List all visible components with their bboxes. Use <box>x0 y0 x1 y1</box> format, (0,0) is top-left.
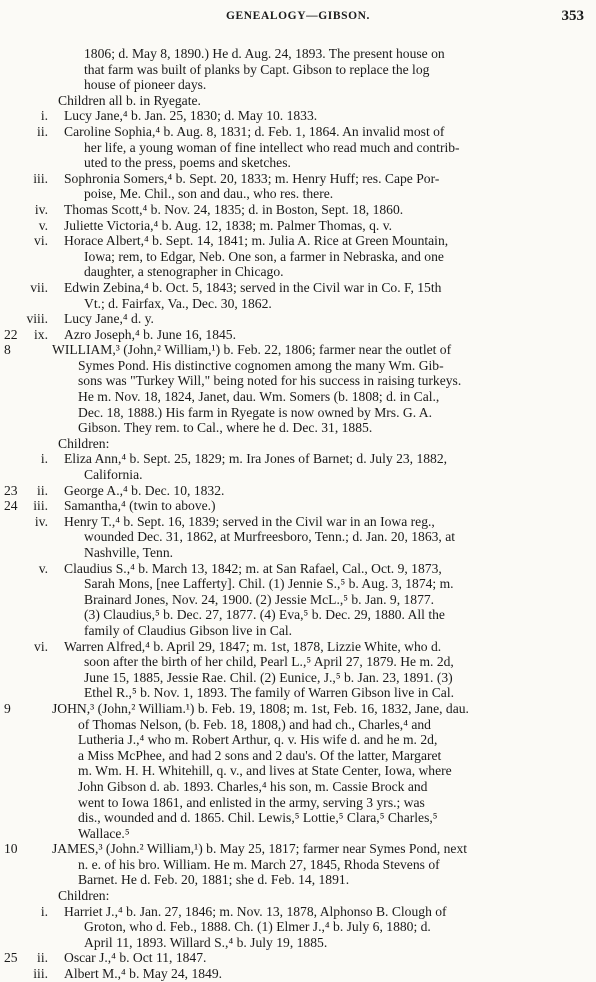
line-text: sons was "Turkey Will," being noted for his success in raising turkeys. <box>78 373 462 389</box>
text-line <box>0 202 596 218</box>
reference-number: 25 <box>4 950 18 966</box>
line-text: her life, a young woman of fine intellect who read much and contrib- <box>84 139 460 155</box>
line-text: Iowa; rem, to Edgar, Neb. One son, a farmer in Nebraska, and one <box>84 248 444 264</box>
text-line <box>0 498 596 514</box>
text-line <box>0 327 596 343</box>
text-line <box>0 935 596 951</box>
text-line <box>0 405 596 421</box>
line-text: Thomas Scott,⁴ b. Nov. 24, 1835; d. in Boston, Sept. 18, 1860. <box>64 201 404 217</box>
text-line <box>0 872 596 888</box>
text-line <box>0 623 596 639</box>
text-line <box>0 46 596 62</box>
line-text: Wallace.⁵ <box>78 825 130 841</box>
line-text: Oscar J.,⁴ b. Oct 11, 1847. <box>64 950 207 966</box>
text-line <box>0 576 596 592</box>
reference-number: 23 <box>4 482 18 498</box>
line-text: Sophronia Somers,⁴ b. Sept. 20, 1833; m. Henry Huff; res. Cape Por- <box>64 170 440 186</box>
text-line <box>0 514 596 530</box>
text-line <box>0 264 596 280</box>
line-text: poise, Me. Chil., son and dau., who res. there. <box>84 186 334 202</box>
reference-number: 8 <box>4 342 11 358</box>
text-line <box>0 748 596 764</box>
line-text: Edwin Zebina,⁴ b. Oct. 5, 1843; served in the Civil war in Co. F, 15th <box>64 279 442 295</box>
text-line <box>0 249 596 265</box>
text-line <box>0 810 596 826</box>
text-line <box>0 904 596 920</box>
text-line <box>0 966 596 982</box>
text-line <box>0 654 596 670</box>
text-line <box>0 561 596 577</box>
running-title: GENEALOGY—GIBSON. <box>225 10 371 22</box>
child-numeral: ii. <box>37 482 48 498</box>
line-text: 1806; d. May 8, 1890.) He d. Aug. 24, 1893. The present house on <box>84 46 445 61</box>
child-numeral: i. <box>40 451 48 467</box>
text-line <box>0 639 596 655</box>
line-text: Azro Joseph,⁴ b. June 16, 1845. <box>64 326 236 342</box>
text-line <box>0 607 596 623</box>
text-line <box>0 717 596 733</box>
text-line <box>0 186 596 202</box>
text-line <box>0 841 596 857</box>
child-numeral: v. <box>38 560 48 576</box>
text-line <box>0 701 596 717</box>
page-number: 353 <box>561 8 584 24</box>
line-text: Children: <box>58 435 110 451</box>
text-line <box>0 77 596 93</box>
line-text: Sarah Mons, [nee Lafferty]. Chil. (1) Jennie S.,⁵ b. Aug. 3, 1874; m. <box>84 576 454 592</box>
text-line <box>0 436 596 452</box>
line-text: Eliza Ann,⁴ b. Sept. 25, 1829; m. Ira Jones of Barnet; d. July 23, 1882, <box>64 451 448 467</box>
line-text: WILLIAM,³ (John,² William,¹) b. Feb. 22, 1806; farmer near the outlet of <box>52 342 452 358</box>
genealogy-text <box>0 46 596 982</box>
child-numeral: viii. <box>26 311 48 327</box>
line-text: Nashville, Tenn. <box>84 545 174 560</box>
line-text: dis., wounded and d. 1865. Chil. Lewis,⁵ Lottie,⁵ Clara,⁵ Charles,⁵ <box>78 810 438 826</box>
line-text: JAMES,³ (John.² William,¹) b. May 25, 1817; farmer near Symes Pond, next <box>52 841 468 857</box>
line-text: Children all b. in Ryegate. <box>58 92 201 108</box>
line-text: that farm was built of planks by Capt. Gibson to replace the log <box>84 61 430 77</box>
text-line <box>0 108 596 124</box>
text-line <box>0 296 596 312</box>
line-text: April 11, 1893. Willard S.,⁴ b. July 19, 1885. <box>84 934 328 950</box>
text-line <box>0 140 596 156</box>
child-numeral: vi. <box>34 233 48 249</box>
text-line <box>0 62 596 78</box>
text-line <box>0 93 596 109</box>
text-line <box>0 592 596 608</box>
line-text: Samantha,⁴ (twin to above.) <box>64 498 216 514</box>
text-line <box>0 311 596 327</box>
text-line <box>0 155 596 171</box>
line-text: Ethel R.,⁵ b. Nov. 1, 1893. The family of Warren Gibson live in Cal. <box>84 685 454 701</box>
line-text: Albert M.,⁴ b. May 24, 1849. <box>64 966 223 982</box>
text-line <box>0 342 596 358</box>
text-line <box>0 545 596 561</box>
line-text: Lucy Jane,⁴ b. Jan. 25, 1830; d. May 10. 1833. <box>64 108 318 124</box>
line-text: Henry T.,⁴ b. Sept. 16, 1839; served in the Civil war in an Iowa reg., <box>64 513 435 529</box>
child-numeral: iv. <box>34 513 48 529</box>
text-line <box>0 795 596 811</box>
text-line <box>0 233 596 249</box>
line-text: Brainard Jones, Nov. 24, 1900. (2) Jessie McL.,⁵ b. Jan. 9, 1877. <box>84 591 435 607</box>
text-line <box>0 451 596 467</box>
text-line <box>0 685 596 701</box>
line-text: Lucy Jane,⁴ d. y. <box>64 311 154 327</box>
text-line <box>0 888 596 904</box>
text-line <box>0 732 596 748</box>
text-line <box>0 373 596 389</box>
text-line <box>0 950 596 966</box>
reference-number: 24 <box>4 498 18 514</box>
line-text: Gibson. They rem. to Cal., where he d. Dec. 31, 1885. <box>78 420 373 436</box>
reference-number: 9 <box>4 700 11 716</box>
child-numeral: ii. <box>37 123 48 139</box>
text-line <box>0 124 596 140</box>
line-text: Dec. 18, 1888.) His farm in Ryegate is now owned by Mrs. G. A. <box>78 404 432 420</box>
line-text: Barnet. He d. Feb. 20, 1881; she d. Feb. 14, 1891. <box>78 872 350 888</box>
line-text: John Gibson d. ab. 1893. Charles,⁴ his son, m. Cassie Brock and <box>78 778 428 794</box>
line-text: soon after the birth of her child, Pearl L.,⁵ April 27, 1879. He m. 2d, <box>84 654 454 670</box>
child-numeral: v. <box>38 217 48 233</box>
line-text: Children: <box>58 888 110 904</box>
text-line <box>0 389 596 405</box>
line-text: Harriet J.,⁴ b. Jan. 27, 1846; m. Nov. 13, 1878, Alphonso B. Clough of <box>64 903 447 919</box>
child-numeral: ii. <box>37 950 48 966</box>
line-text: went to Iowa 1861, and enlisted in the army, serving 3 yrs.; was <box>78 794 425 810</box>
text-line <box>0 779 596 795</box>
line-text: n. e. of his bro. William. He m. March 27, 1845, Rhoda Stevens of <box>78 856 440 872</box>
line-text: June 15, 1885, Jessie Rae. Chil. (2) Eunice, J.,⁵ b. Jan. 23, 1891. (3) <box>84 669 453 685</box>
child-numeral: iii. <box>33 498 48 514</box>
text-line <box>0 358 596 374</box>
line-text: Juliette Victoria,⁴ b. Aug. 12, 1838; m. Palmer Thomas, q. v. <box>64 217 393 233</box>
text-line <box>0 826 596 842</box>
page-header <box>0 8 596 28</box>
line-text: Symes Pond. His distinctive cognomen among the many Wm. Gib- <box>78 357 444 373</box>
text-line <box>0 919 596 935</box>
text-line <box>0 483 596 499</box>
line-text: He m. Nov. 18, 1824, Janet, dau. Wm. Somers (b. 1808; d. in Cal., <box>78 389 440 405</box>
line-text: George A.,⁴ b. Dec. 10, 1832. <box>64 482 225 498</box>
line-text: wounded Dec. 31, 1862, at Murfreesboro, Tenn.; d. Jan. 20, 1863, at <box>84 529 456 545</box>
line-text: (3) Claudius,⁵ b. Dec. 27, 1877. (4) Eva,⁵ b. Dec. 29, 1880. All the <box>84 607 445 623</box>
line-text: Horace Albert,⁴ b. Sept. 14, 1841; m. Julia A. Rice at Green Mountain, <box>64 233 449 249</box>
line-text: family of Claudius Gibson live in Cal. <box>84 622 293 638</box>
line-text: a Miss McPhee, and had 2 sons and 2 dau's. Of the latter, Margaret <box>78 747 442 763</box>
reference-number: 10 <box>4 841 18 857</box>
child-numeral: i. <box>40 903 48 919</box>
text-line <box>0 420 596 436</box>
line-text: Groton, who d. Feb., 1888. Ch. (1) Elmer J.,⁴ b. July 6, 1880; d. <box>84 919 431 935</box>
text-line <box>0 467 596 483</box>
child-numeral: vi. <box>34 638 48 654</box>
text-line <box>0 670 596 686</box>
line-text: Claudius S.,⁴ b. March 13, 1842; m. at San Rafael, Cal., Oct. 9, 1873, <box>64 560 442 576</box>
text-line <box>0 280 596 296</box>
child-numeral: iii. <box>33 170 48 186</box>
text-line <box>0 857 596 873</box>
line-text: Lutheria J.,⁴ who m. Robert Arthur, q. v. His wife d. and he m. 2d, <box>78 732 438 748</box>
text-line <box>0 529 596 545</box>
text-line <box>0 763 596 779</box>
child-numeral: iii. <box>33 966 48 982</box>
line-text: California. <box>84 467 143 483</box>
line-text: Caroline Sophia,⁴ b. Aug. 8, 1831; d. Feb. 1, 1864. An invalid most of <box>64 123 445 139</box>
child-numeral: i. <box>40 108 48 124</box>
text-line <box>0 171 596 187</box>
child-numeral: ix. <box>34 326 48 342</box>
line-text: uted to the press, poems and sketches. <box>84 155 291 171</box>
line-text: JOHN,³ (John,² William.¹) b. Feb. 19, 1808; m. 1st, Feb. 16, 1832, Jane, dau. <box>52 700 469 716</box>
line-text: Vt.; d. Fairfax, Va., Dec. 30, 1862. <box>84 295 272 311</box>
reference-number: 22 <box>4 326 18 342</box>
child-numeral: iv. <box>34 201 48 217</box>
line-text: house of pioneer days. <box>84 77 207 93</box>
child-numeral: vii. <box>30 279 48 295</box>
line-text: daughter, a stenographer in Chicago. <box>84 264 284 280</box>
line-text: of Thomas Nelson, (b. Feb. 18, 1808,) and had ch., Charles,⁴ and <box>78 716 431 732</box>
text-line <box>0 218 596 234</box>
line-text: Warren Alfred,⁴ b. April 29, 1847; m. 1st, 1878, Lizzie White, who d. <box>64 638 442 654</box>
line-text: m. Wm. H. H. Whitehill, q. v., and lives at State Center, Iowa, where <box>78 763 452 779</box>
